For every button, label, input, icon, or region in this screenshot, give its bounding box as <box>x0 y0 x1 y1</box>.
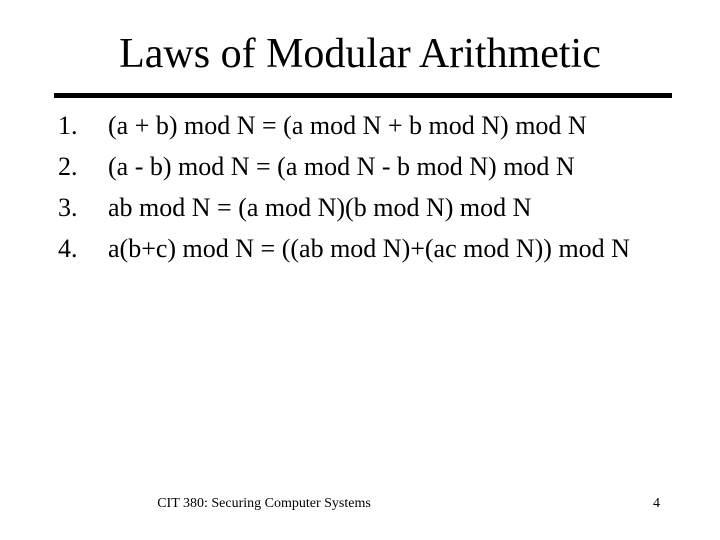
page-number: 4 <box>653 496 660 511</box>
slide-footer: CIT 380: Securing Computer Systems <box>157 496 371 511</box>
law-text: ab mod N = (a mod N)(b mod N) mod N <box>108 193 532 222</box>
law-item-2 <box>58 149 630 190</box>
laws-list <box>58 108 630 272</box>
title-divider <box>54 93 672 98</box>
law-text: a(b+c) mod N = ((ab mod N)+(ac mod N)) mod N <box>108 234 630 263</box>
law-text: (a - b) mod N = (a mod N - b mod N) mod N <box>108 152 575 181</box>
law-number: 4. <box>58 234 78 263</box>
law-item-4 <box>58 231 630 272</box>
law-item-1 <box>58 108 630 149</box>
law-number: 1. <box>58 111 78 140</box>
law-item-3 <box>58 190 630 231</box>
slide-title: Laws of Modular Arithmetic <box>119 31 601 77</box>
law-number: 2. <box>58 152 78 181</box>
law-number: 3. <box>58 193 78 222</box>
law-text: (a + b) mod N = (a mod N + b mod N) mod N <box>108 111 587 140</box>
